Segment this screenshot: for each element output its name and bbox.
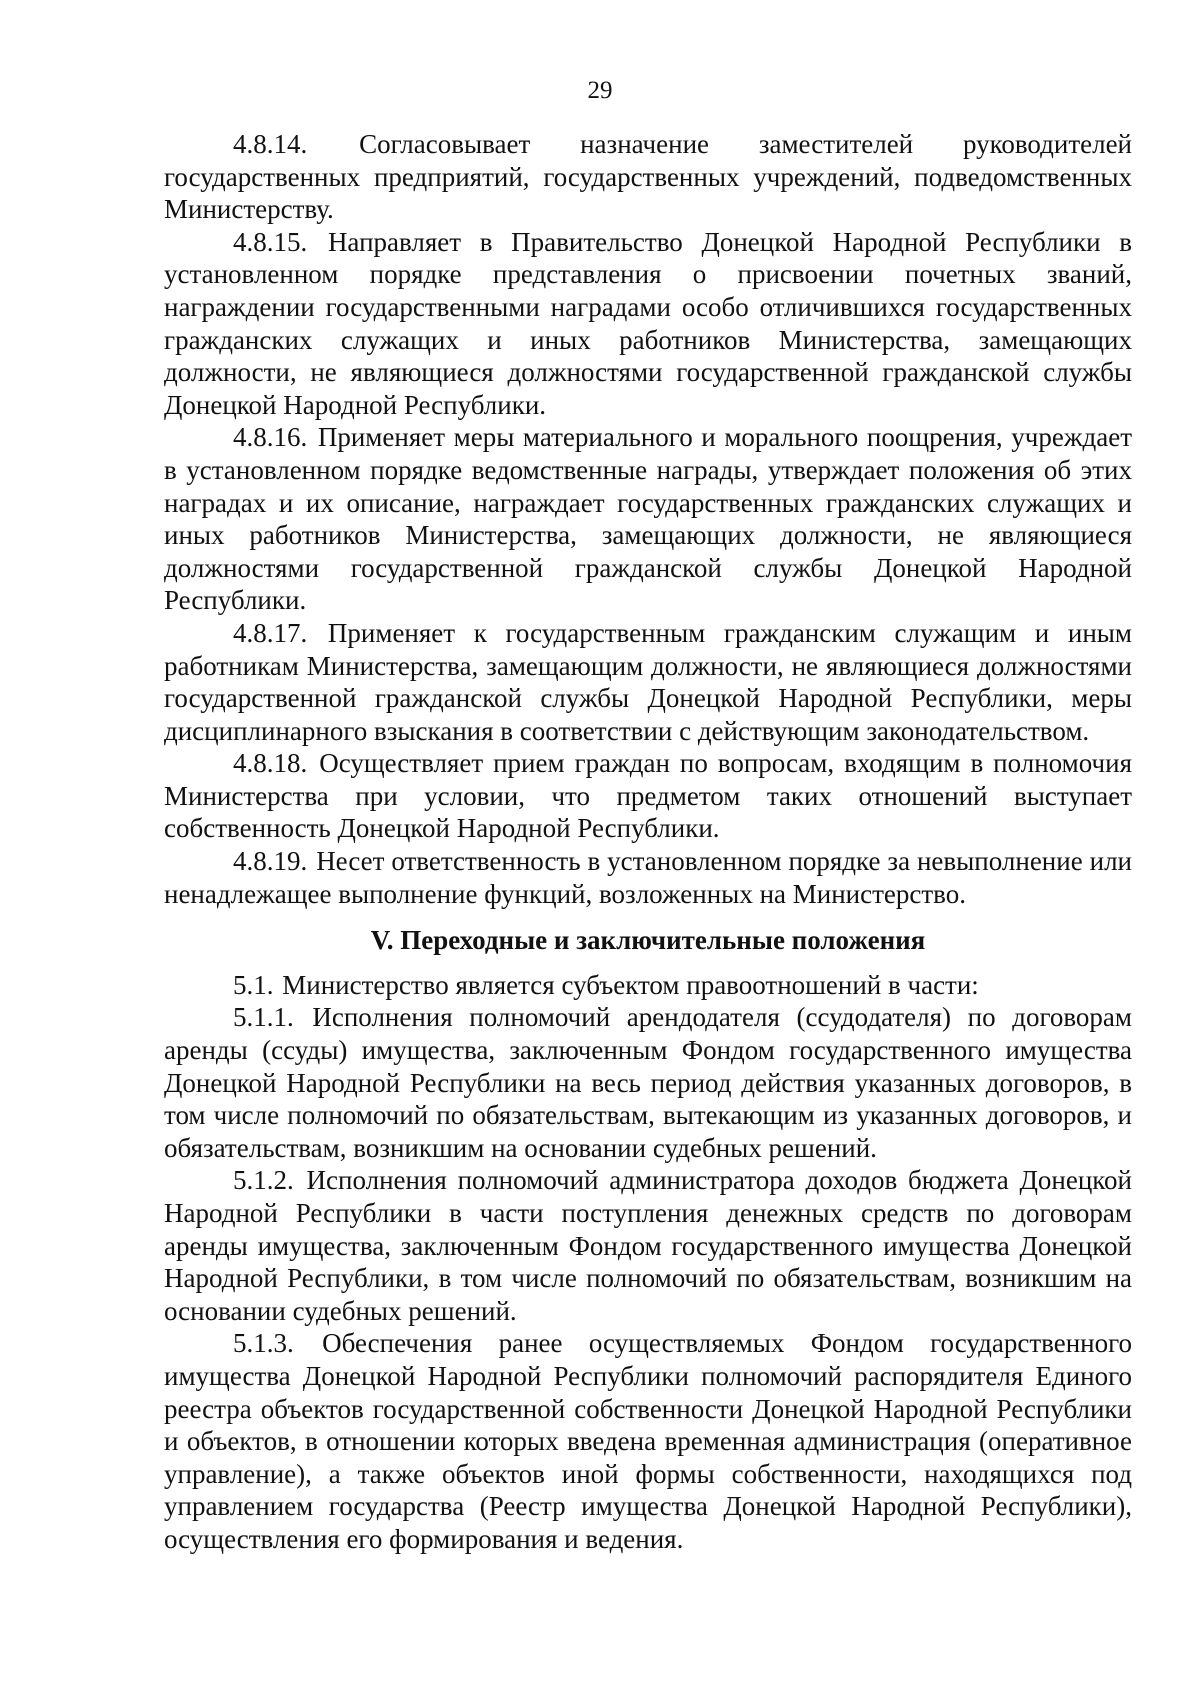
paragraph-text: Исполнения полномочий арендодателя (ссудодателя) по договорам аренды (ссуды) имущества, заключенным Фондом государственного имущества Донецкой Народной Республики на весь период действия указанных договоров, в том числе полномочий по обязательствам, вытекающим из указанных договоров, и обязательствам, возникшим на основании судебных решений. bbox=[164, 1002, 1133, 1163]
paragraph-text: Осуществляет прием граждан по вопросам, входящим в полномочия Министерства при условии, что предметом таких отношений выступает собственность Донецкой Народной Республики. bbox=[164, 748, 1132, 844]
document-body bbox=[164, 128, 1132, 1556]
paragraph-text: Министерство является субъектом правоотношений в части: bbox=[282, 969, 979, 1000]
paragraph-5-1 bbox=[164, 969, 1132, 1002]
paragraph-text: Обеспечения ранее осуществляемых Фондом государственного имущества Донецкой Народной Республики полномочий распорядителя Единого реестра объектов государственной собственности Донецкой Народной Республики и объектов, в отношении которых введена временная администрация (оперативное управление), а также объектов иной формы собственности, находящихся под управлением государства (Реестр имущества Донецкой Народной Республики), осуществления его формирования и ведения. bbox=[164, 1328, 1133, 1554]
paragraph-number: 5.1. bbox=[233, 969, 274, 1000]
paragraph-text: Применяет к государственным гражданским служащим и иным работникам Министерства, замещающим должности, не являющиеся должностями государственной гражданской службы Донецкой Народной Республики, меры дисциплинарного взыскания в соответствии с действующим законодательством. bbox=[164, 617, 1132, 746]
paragraph-text: Несет ответственность в установленном порядке за невыполнение или ненадлежащее выполнение функций, возложенных на Министерство. bbox=[164, 846, 1132, 909]
paragraph-4-8-14 bbox=[164, 128, 1132, 226]
paragraph-text: Исполнения полномочий администратора доходов бюджета Донецкой Народной Республики в части поступления денежных средств по договорам аренды имущества, заключенным Фондом государственного имущества Донецкой Народной Республики, в том числе полномочий по обязательствам, возникшим на основании судебных решений. bbox=[164, 1165, 1132, 1326]
paragraph-text: Применяет меры материального и морального поощрения, учреждает в установленном порядке ведомственные награды, утверждает положения об этих наградах и их описание, награждает государственных гражданских служащих и иных работников Министерства, замещающих должности, не являющиеся должностями государственной гражданской службы Донецкой Народной Республики. bbox=[164, 422, 1133, 616]
paragraph-text: Согласовывает назначение заместителей руководителей государственных предприятий, государственных учреждений, подведомственных Министерству. bbox=[164, 129, 1133, 225]
paragraph-number: 5.1.3. bbox=[233, 1328, 294, 1359]
paragraph-number: 4.8.19. bbox=[233, 846, 308, 877]
paragraph-5-1-2 bbox=[164, 1164, 1132, 1327]
paragraph-4-8-17 bbox=[164, 617, 1132, 747]
page-number: 29 bbox=[587, 77, 613, 104]
paragraph-4-8-18 bbox=[164, 747, 1132, 845]
paragraph-number: 4.8.16. bbox=[233, 422, 308, 453]
paragraph-number: 4.8.18. bbox=[233, 748, 308, 779]
paragraph-number: 5.1.2. bbox=[233, 1165, 294, 1196]
paragraph-5-1-1 bbox=[164, 1001, 1132, 1164]
paragraph-4-8-15 bbox=[164, 226, 1132, 422]
paragraph-4-8-19 bbox=[164, 845, 1132, 910]
paragraph-number: 4.8.17. bbox=[233, 617, 308, 648]
paragraph-4-8-16 bbox=[164, 421, 1132, 617]
paragraph-number: 4.8.15. bbox=[233, 226, 308, 257]
paragraph-5-1-3 bbox=[164, 1327, 1132, 1555]
paragraph-number: 5.1.1. bbox=[233, 1002, 294, 1033]
paragraph-text: Направляет в Правительство Донецкой Народной Республики в установленном порядке представления о присвоении почетных званий, награждении государственными наградами особо отличившихся государственных гражданских служащих и иных работников Министерства, замещающих должности, не являющиеся должностями государственной гражданской службы Донецкой Народной Республики. bbox=[164, 226, 1133, 420]
section-heading: V. Переходные и заключительные положения bbox=[370, 925, 926, 956]
paragraph-number: 4.8.14. bbox=[233, 129, 308, 159]
